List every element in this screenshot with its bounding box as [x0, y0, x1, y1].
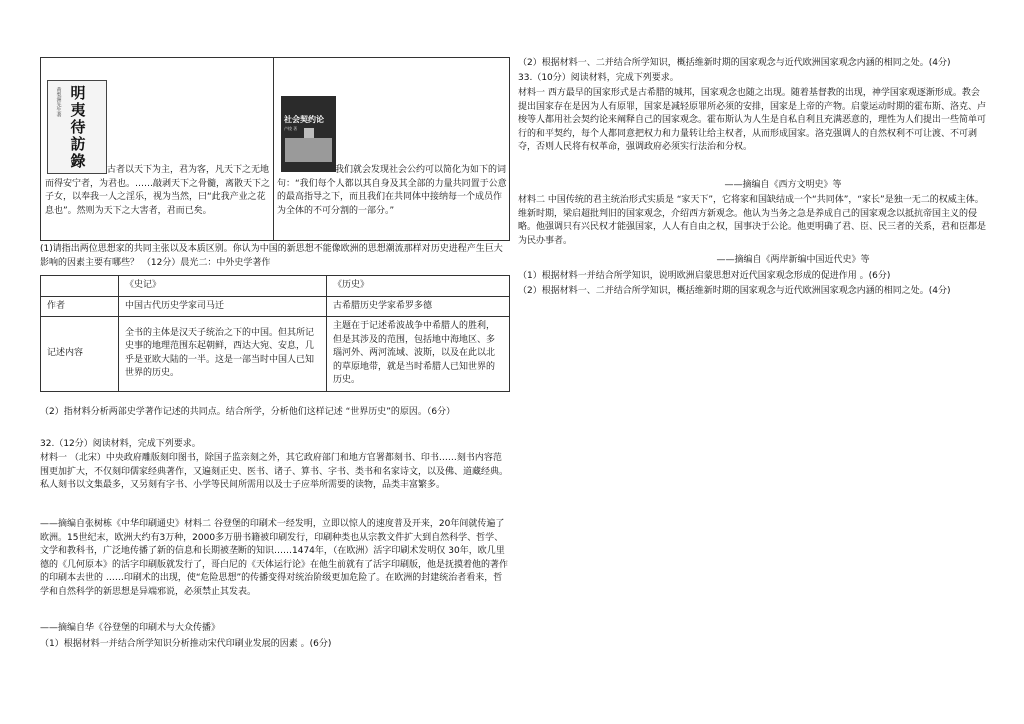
q33-question-1: （1）根据材料一并结合所学知识，说明欧洲启蒙思想对近代国家观念形成的促进作用 。(6分)	[518, 271, 891, 281]
book-cover-side-text: 黄梨洲先生著	[55, 87, 62, 117]
q32-source-and-material-2: ——摘编自张树栋《中华印刷通史》材料二 谷登堡的印刷术一经发明，立即以惊人的速度普及开来，20年间就传遍了欧洲。15世纪末，欧洲大约有3万种，2000多万册书籍被印刷发行，印刷种类也从宗教文件扩大到自然科学、哲学、文学和教科书，广泛地传播了新的信息和长期被垄断的知识……1474年，（在欧洲）活字印刷术发明仅 30年，欧几里德的《几何原本》的活字印刷版就发行了，哥白尼的《天体运行论》在他生前就有了活字印刷版，他是抚摸着他的著作的印刷本去世的 ……印刷术的出现，使“危险思想”的传播变得对统治阶级更加危险了。在欧洲的封建统治者看来，哲学和自然科学的新思想是异端邪说，必须禁止其发表。	[40, 519, 509, 597]
q33-source-2: ——摘编自《两岸新编中国近代史》等	[716, 255, 870, 265]
table-header-row	[41, 276, 510, 297]
table-row-label: 作者	[41, 296, 119, 317]
q33-material-2: 材料二 中国传统的君主统治形式实质是 “家天下”，它将家和国缺结成一个“共同体”，“家长”是独一无二的权威主体。维新时期，梁启超批判旧的国家观念，介绍西方新观念。他认为当务之急是养成自己的国家观念以抵抗帝国主义的侵略。他强调只有兴民权才能强国家，人人有自由之权，国事决于公论。他更明确了君、臣、民三者的关系，君和臣都是为民办事者。	[518, 195, 987, 246]
q33-source-1: ——摘编自《西方文明史》等	[724, 180, 842, 190]
rousseau-quote: 我们就会发现社会公约可以简化为如下的词句：“我们每个人都以其自身及其全部的力量共同置于公意的最高指导之下，而且我们在共同体中接纳每一个成员作为全体的不可分割的一部分。”	[277, 165, 507, 216]
huang-zongxi-quote: 古者以天下为主，君为客，凡天下之无地而得安宁者，为君也。……敲剥天下之骨髓，离散天下之子女，以奉我一人之淫乐，视为当然，曰“此我产业之花 息也”。然则为天下之大害者，君而已矣。	[45, 165, 271, 216]
building-illustration	[285, 138, 332, 162]
q33-heading: 33.（10分）阅读材料，完成下列要求。	[518, 73, 679, 83]
box-divider	[273, 58, 274, 240]
q33-material-1: 材料一 西方最早的国家形式是古希腊的城邦，国家观念也随之出现。随着基督教的出现，神学国家观逐渐形成。教会提出国家存在是因为人有原罪，国家是减轻原罪所必须的安排，国家是上帝的产物。启蒙运动时期的霍布斯、洛克、卢梭等人都用社会契约论来阐释自己的国家观念。霍布斯认为人生是自私自利且充满恶意的，理性为人们提出一些简单可行的和平契约，每个人都同意把权力和力量转让给主权者，从而形成国家。洛克强调人的自然权利不可让渡、不可剥夺，否则人民将有权革命，强调政府必须实行法治和分权。	[518, 88, 987, 152]
table-header-cell	[41, 276, 119, 297]
book-cover-social-contract	[281, 96, 336, 172]
table-row	[41, 317, 510, 392]
table-row-label: 记述内容	[41, 317, 119, 392]
question-2: （2）指材料分析两部史学著作记述的共同点。结合所学，分析他们这样记述 “世界历史”的原因。（6分）	[40, 407, 456, 417]
thinkers-box	[40, 57, 510, 241]
question-1: (1)请指出两位思想家的共同主张以及本质区别。你认为中国的新思想不能像欧洲的思想潮流那样对历史进程产生巨大影响的因素主要有哪些？ （12分）晨光二：中外史学著作	[40, 244, 503, 268]
book-cover-author: 卢梭 著	[284, 126, 298, 131]
q32-source-2: ——摘编自华《谷登堡的印刷术与大众传播》	[40, 623, 221, 633]
book-cover-mingyi	[47, 80, 107, 174]
q33-question-2: （2）根据材料一、二并结合所学知识，概括维新时期的国家观念与近代欧洲国家观念内涵的相同之处。(4分)	[518, 286, 951, 296]
table-cell: 中国古代历史学家司马迁	[119, 296, 327, 317]
q32-heading: 32.（12分）阅读材料，完成下列要求。	[40, 439, 201, 449]
q32-material-1: 材料一 （北宋）中央政府雕版刻印图书，除国子监亲刻之外，其它政府部门和地方官署都刻书、印书……刻书内容范围更加扩大，不仅刻印儒家经典著作，又遍刻正史、医书、诸子、算书、字书、类书和名家诗文，以及佛、道藏经典。私人刻书以文集最多，又另刻有字书、小学等民间所需用以及士子应举所需要的读物，品类丰富繁多。	[40, 453, 509, 490]
table-cell: 全书的主体是汉天子统治之下的中国。但其所记史事的地理范围东起朝鲜，西达大宛、安息，几乎是亚欧大陆的一半。这是一部当时中国人已知世界的历史。	[119, 317, 327, 392]
book-cover-title-2: 社会契约论	[284, 115, 324, 124]
table-header-cell: 《历史》	[327, 276, 510, 297]
q32-question-1: （1）根据材料一并结合所学知识分析推动宋代印刷业发展的因素 。(6分)	[40, 639, 332, 649]
history-books-table	[40, 275, 510, 392]
table-cell: 主题在于记述希波战争中希腊人的胜利，但是其涉及的范围，包括地中海地区、多瑙河外、两河流域、波斯，以及在此以北的草原地带，就是当时希腊人已知世界的历史。	[327, 317, 510, 392]
table-header-cell: 《史记》	[119, 276, 327, 297]
q32-question-2: （2）根据材料一、二并结合所学知识，概括维新时期的国家观念与近代欧洲国家观念内涵的相同之处。(4分)	[518, 58, 951, 68]
table-cell: 古希腊历史学家希罗多德	[327, 296, 510, 317]
book-cover-title: 明夷待訪錄	[68, 85, 87, 170]
table-row	[41, 296, 510, 317]
